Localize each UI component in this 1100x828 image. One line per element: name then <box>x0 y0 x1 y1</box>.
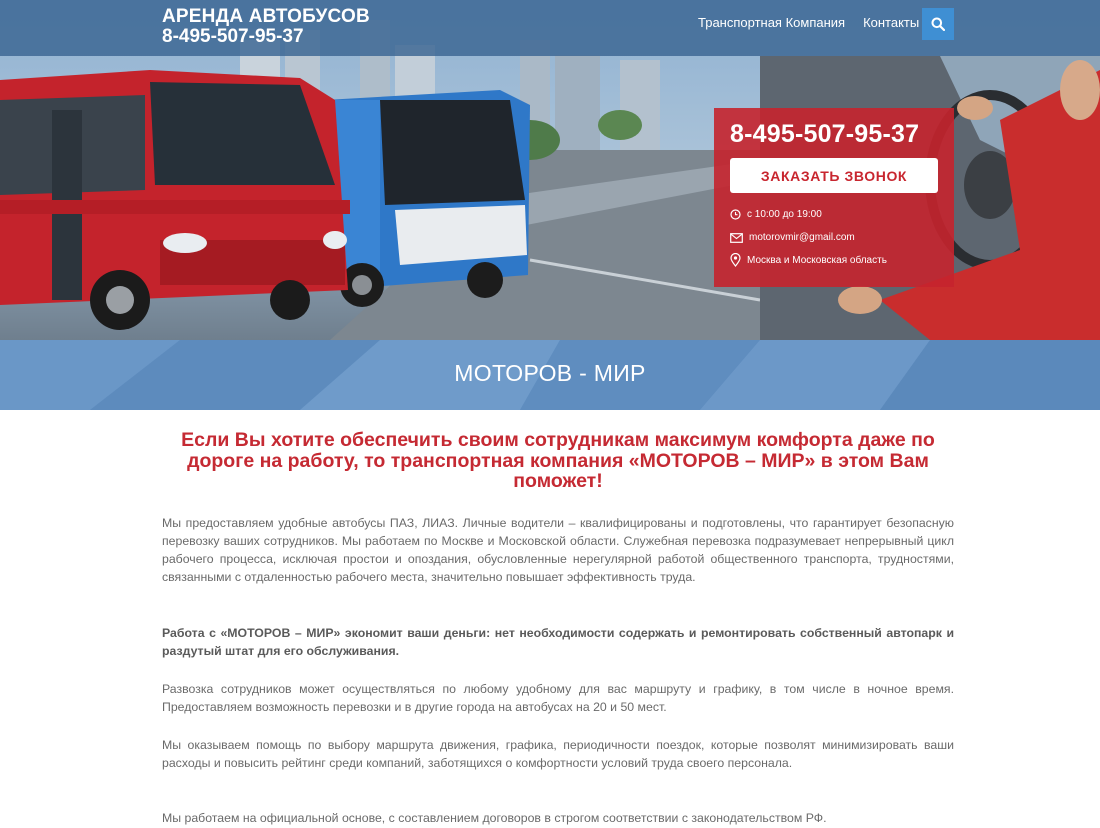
contact-box <box>714 108 954 287</box>
nav-link-contacts[interactable]: Контакты <box>863 15 920 30</box>
area-text: Москва и Московская область <box>747 254 887 266</box>
hero-banner <box>0 0 1100 340</box>
contact-hours <box>730 209 822 220</box>
map-pin-icon <box>730 253 741 267</box>
contact-phone[interactable]: 8-495-507-95-37 <box>730 120 920 148</box>
brand-title: АРЕНДА АВТОБУСОВ <box>162 6 370 27</box>
brand-phone[interactable]: 8-495-507-95-37 <box>162 26 304 47</box>
paragraph-official: Мы работаем на официальной основе, с составлением договоров в строгом соответствии с законодательством РФ. <box>162 811 827 825</box>
top-nav-bar <box>0 0 1100 56</box>
email-text[interactable]: motorovmir@gmail.com <box>749 232 855 243</box>
main-nav <box>698 15 919 30</box>
envelope-icon <box>730 233 743 243</box>
clock-icon <box>730 209 741 220</box>
contact-email[interactable] <box>730 232 855 243</box>
contact-area <box>730 253 887 267</box>
search-icon <box>931 17 945 31</box>
paragraph-routes: Развозка сотрудников может осуществляться по любому удобному для вас маршруту и графику, в том числе в ночное время. Предоставляем возможность перевозки и в другие города на автобусах на 20 и 50 мест. <box>162 682 954 714</box>
nav-link-transport-company[interactable]: Транспортная Компания <box>698 15 846 30</box>
main-headline: Если Вы хотите обеспечить своим сотрудникам максимум комфорта даже по дороге на работу, то транспортная компания «МОТОРОВ – МИР» в этом Вам поможет! <box>181 429 935 492</box>
paragraph-intro: Мы предоставляем удобные автобусы ПАЗ, ЛИАЗ. Личные водители – квалифицированы и подготовлены, что гарантирует безопасную перевозку ваших сотрудников. Мы работаем по Москве и Московской области. Служебная перевозка подразумевает непрерывный цикл рабочего процесса, исключая простои и опоздания, обусловленные нерегулярной работой общественного транспорта, трудностями, связанными с отдаленностью рабочего места, значительно повышает эффективность труда. <box>162 516 954 584</box>
brand[interactable] <box>162 7 370 47</box>
company-name-title: МОТОРОВ - МИР <box>454 360 646 386</box>
order-call-button[interactable]: ЗАКАЗАТЬ ЗВОНОК <box>730 158 938 193</box>
title-band <box>0 340 1100 410</box>
paragraph-savings: Работа с «МОТОРОВ – МИР» экономит ваши деньги: нет необходимости содержать и ремонтировать собственный автопарк и раздутый штат для его обслуживания. <box>162 626 954 658</box>
search-button[interactable] <box>922 8 954 40</box>
paragraph-assistance: Мы оказываем помощь по выбору маршрута движения, графика, периодичности поездок, которые позволят минимизировать ваши расходы и повысить рейтинг среди компаний, заботящихся о комфортности условий труда своего персонала. <box>162 738 954 770</box>
hours-text: с 10:00 до 19:00 <box>747 209 822 220</box>
